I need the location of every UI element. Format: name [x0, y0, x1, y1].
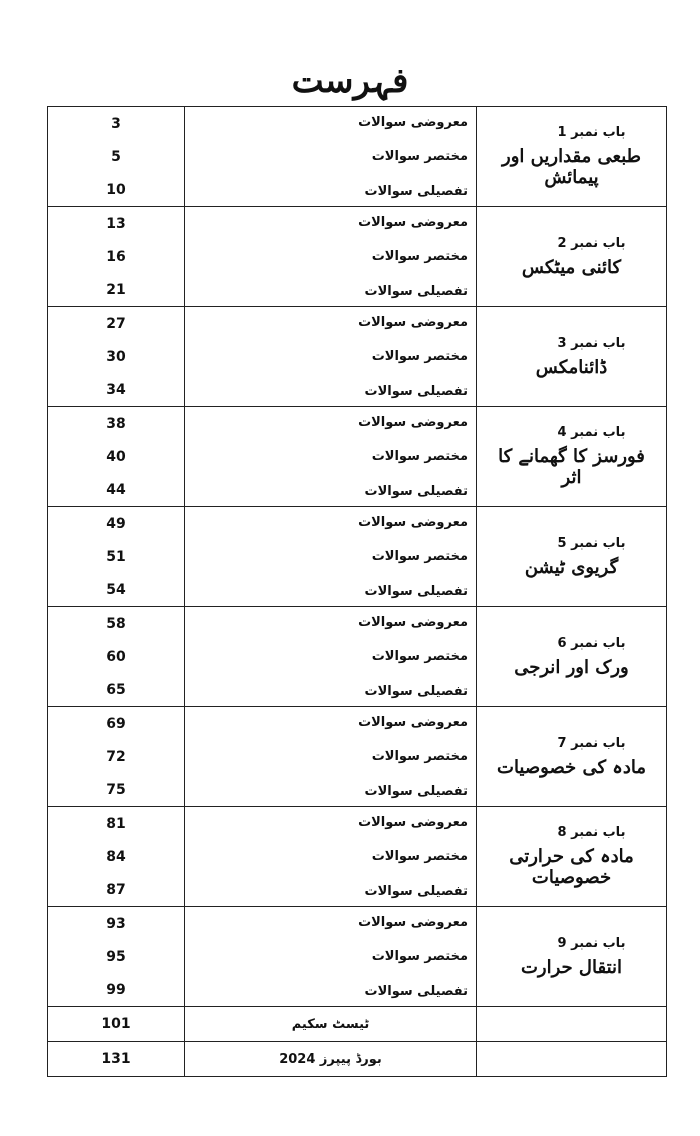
- page-number: 99: [106, 981, 126, 998]
- section-label-short: مختصر سوالات: [371, 449, 468, 464]
- chapter-row: [48, 907, 667, 1007]
- section-label-short: مختصر سوالات: [371, 849, 468, 864]
- page-number: 21: [106, 281, 126, 298]
- page-number: 13: [106, 215, 126, 232]
- page-number: 87: [106, 881, 126, 898]
- chapter-cell: [477, 107, 667, 207]
- section-label-short: مختصر سوالات: [371, 249, 468, 264]
- chapter-title: ڈائنامکس: [535, 356, 608, 378]
- chapter-number: باب نمبر 1: [557, 125, 626, 140]
- section-label-detailed: تفصیلی سوالات: [364, 883, 468, 899]
- page-number: 38: [106, 415, 126, 432]
- chapter-cell: [477, 907, 667, 1007]
- sections-cell: [185, 507, 477, 607]
- section-label-detailed: تفصیلی سوالات: [364, 583, 468, 599]
- page-number: 65: [106, 681, 126, 698]
- section-label-detailed: تفصیلی سوالات: [364, 983, 468, 999]
- page-title: فہرست: [291, 61, 409, 101]
- section-label-detailed: تفصیلی سوالات: [364, 283, 468, 299]
- page-number: 10: [106, 181, 126, 198]
- chapter-number: باب نمبر 7: [557, 735, 626, 751]
- contents-table: [47, 106, 667, 1077]
- section-label-short: مختصر سوالات: [371, 149, 468, 164]
- section-label-detailed: تفصیلی سوالات: [364, 183, 468, 199]
- page-numbers-cell: [48, 807, 185, 907]
- section-label-short: مختصر سوالات: [371, 349, 468, 364]
- section-label-short: مختصر سوالات: [371, 749, 468, 764]
- sections-cell: [185, 807, 477, 907]
- page-number: 54: [106, 581, 126, 598]
- extra-label: بورڈ پیپرز 2024: [185, 1042, 477, 1077]
- chapter-title: گریوی ٹیشن: [524, 556, 619, 578]
- extra-row: [48, 1042, 667, 1077]
- page-numbers-cell: [48, 307, 185, 407]
- section-label-detailed: تفصیلی سوالات: [364, 783, 468, 799]
- page-number: 51: [106, 548, 126, 565]
- page-number: 16: [106, 248, 126, 265]
- chapter-cell: [477, 707, 667, 807]
- extra-page-number: 101: [48, 1007, 185, 1042]
- section-label-short: مختصر سوالات: [371, 949, 468, 964]
- section-label-objective: معروضی سوالات: [358, 614, 468, 630]
- page-number: 69: [106, 715, 126, 732]
- section-label-objective: معروضی سوالات: [358, 214, 468, 230]
- sections-cell: [185, 607, 477, 707]
- chapter-title: طبعی مقداریں اور پیمائش: [502, 146, 641, 188]
- page-numbers-cell: [48, 607, 185, 707]
- page-number: 75: [106, 781, 126, 798]
- page-numbers-cell: [48, 707, 185, 807]
- chapter-cell: [477, 607, 667, 707]
- chapter-number: باب نمبر 3: [557, 335, 626, 351]
- section-label-objective: معروضی سوالات: [358, 714, 468, 730]
- section-label-objective: معروضی سوالات: [358, 514, 468, 530]
- chapter-row: [48, 307, 667, 407]
- page-number: 95: [106, 948, 126, 965]
- chapter-cell: [477, 407, 667, 507]
- chapter-number: باب نمبر 5: [557, 535, 626, 551]
- page-number: 84: [106, 848, 126, 865]
- page-number: 30: [106, 348, 126, 365]
- section-label-objective: معروضی سوالات: [358, 414, 468, 430]
- chapter-cell: [477, 507, 667, 607]
- chapter-title: فورسز کا گھمانے کا اثر: [498, 446, 645, 488]
- chapter-row: [48, 807, 667, 907]
- chapter-title: انتقال حرارت: [520, 956, 623, 978]
- sections-cell: [185, 907, 477, 1007]
- chapter-title: ورک اور انرجی: [514, 656, 629, 678]
- chapter-cell: [477, 307, 667, 407]
- section-label-objective: معروضی سوالات: [358, 314, 468, 330]
- page-numbers-cell: [48, 407, 185, 507]
- chapter-number: باب نمبر 4: [557, 425, 626, 440]
- chapter-row: [48, 207, 667, 307]
- page-number: 81: [106, 815, 126, 832]
- chapter-row: [48, 707, 667, 807]
- section-label-short: مختصر سوالات: [371, 649, 468, 664]
- chapter-row: [48, 407, 667, 507]
- page-number: 40: [106, 448, 126, 465]
- section-label-short: مختصر سوالات: [371, 549, 468, 564]
- sections-cell: [185, 707, 477, 807]
- chapter-cell: [477, 807, 667, 907]
- extra-page-number: 131: [48, 1042, 185, 1077]
- sections-cell: [185, 307, 477, 407]
- page-number: 58: [106, 615, 126, 632]
- chapter-title: مادہ کی خصوصیات: [497, 756, 646, 778]
- extra-row: [48, 1007, 667, 1042]
- page-numbers-cell: [48, 907, 185, 1007]
- section-label-detailed: تفصیلی سوالات: [364, 483, 468, 499]
- sections-cell: [185, 407, 477, 507]
- chapter-title: کائنی میٹکس: [521, 256, 622, 278]
- page-number: 49: [106, 515, 126, 532]
- chapter-cell: [477, 207, 667, 307]
- sections-cell: [185, 107, 477, 207]
- section-label-objective: معروضی سوالات: [358, 114, 468, 130]
- chapter-title: مادہ کی حرارتی خصوصیات: [509, 846, 634, 888]
- chapter-number: باب نمبر 6: [557, 635, 626, 651]
- chapter-row: [48, 507, 667, 607]
- page-numbers-cell: [48, 507, 185, 607]
- section-label-objective: معروضی سوالات: [358, 914, 468, 930]
- page-number: 72: [106, 748, 126, 765]
- page-number: 3: [111, 115, 121, 132]
- page-number: 27: [106, 315, 126, 332]
- page-number: 5: [111, 148, 121, 165]
- section-label-detailed: تفصیلی سوالات: [364, 683, 468, 699]
- page-numbers-cell: [48, 107, 185, 207]
- empty-cell: [477, 1007, 667, 1042]
- section-label-objective: معروضی سوالات: [358, 814, 468, 830]
- page-number: 60: [106, 648, 126, 665]
- page-numbers-cell: [48, 207, 185, 307]
- chapter-number: باب نمبر 2: [557, 235, 626, 251]
- page-number: 44: [106, 481, 126, 498]
- chapter-row: [48, 607, 667, 707]
- section-label-detailed: تفصیلی سوالات: [364, 383, 468, 399]
- extra-label: ٹیسٹ سکیم: [185, 1007, 477, 1042]
- page-number: 34: [106, 381, 126, 398]
- empty-cell: [477, 1042, 667, 1077]
- sections-cell: [185, 207, 477, 307]
- page-number: 93: [106, 915, 126, 932]
- chapter-row: [48, 107, 667, 207]
- chapter-number: باب نمبر 9: [557, 935, 626, 951]
- chapter-number: باب نمبر 8: [557, 825, 626, 840]
